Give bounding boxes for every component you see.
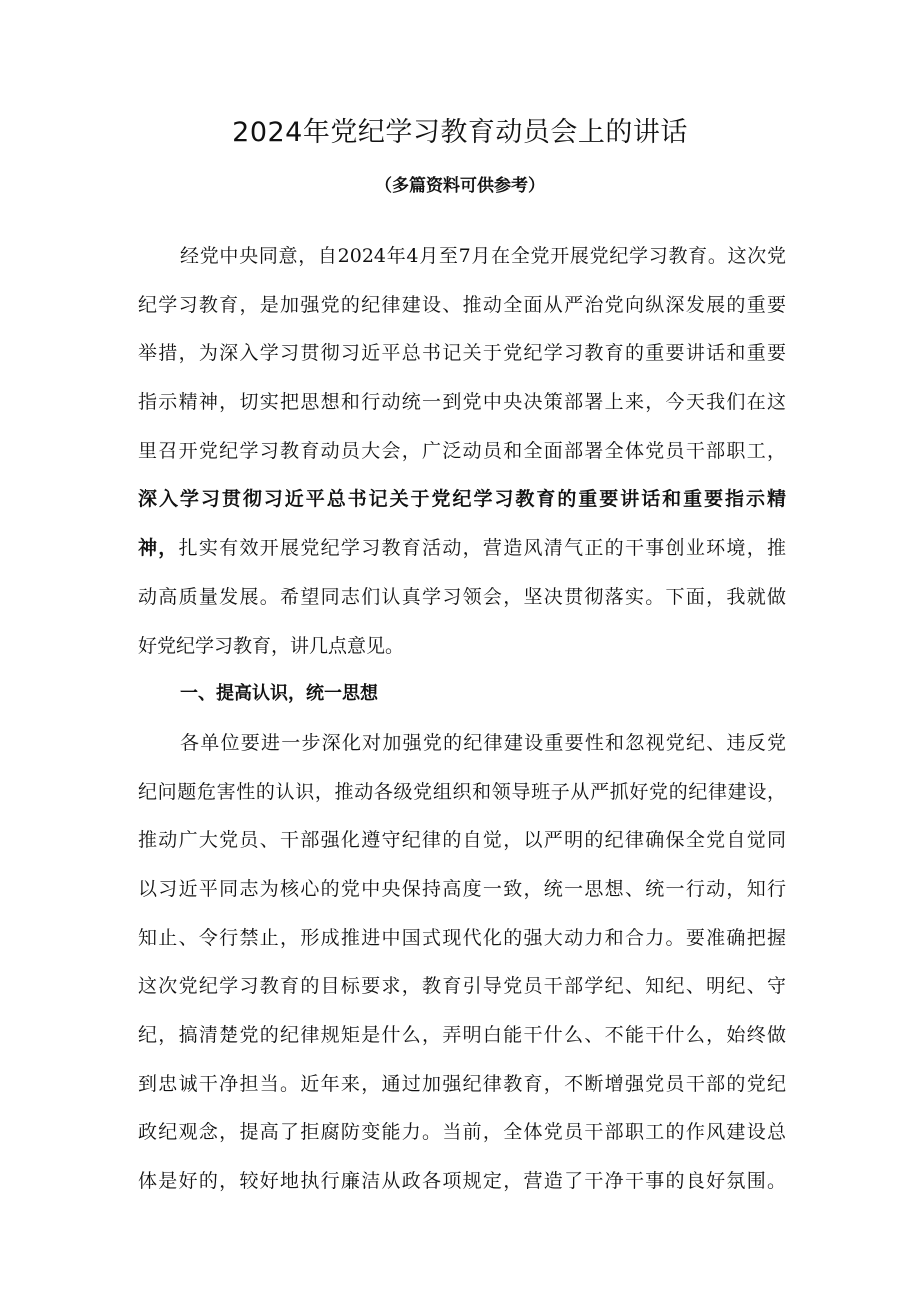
paragraph-line-bold: 深入学习贯彻习近平总书记关于党纪学习教育的重要讲话和重要指示精: [138, 488, 786, 511]
paragraph-line: 以习近平同志为核心的党中央保持高度一致，统一思想、统一行动，知行: [138, 877, 786, 900]
paragraph-line: 动高质量发展。希望同志们认真学习领会，坚决贯彻落实。下面，我就做: [138, 585, 786, 608]
paragraph-line: 举措，为深入学习贯彻习近平总书记关于党纪学习教育的重要讲话和重要: [138, 342, 786, 365]
paragraph-line: 经党中央同意，自2024年4月至7月在全党开展党纪学习教育。这次党: [180, 245, 786, 267]
paragraph-line: 纪学习教育，是加强党的纪律建设、推动全面从严治党向纵深发展的重要: [138, 293, 786, 316]
document-subtitle: （多篇资料可供参考）: [375, 176, 545, 196]
paragraph-line: 纪，搞清楚党的纪律规矩是什么，弄明白能干什么、不能干什么，始终做: [138, 1024, 786, 1046]
paragraph-line: 这次党纪学习教育的目标要求，教育引导党员干部学纪、知纪、明纪、守: [138, 975, 786, 998]
regular-text: 扎实有效开展党纪学习教育活动，营造风清气正的干事创业环境，推: [178, 537, 786, 560]
section-heading: 一、提高认识，统一思想: [180, 683, 378, 705]
paragraph-line: 里召开党纪学习教育动员大会，广泛动员和全面部署全体党员干部职工，: [138, 439, 786, 462]
paragraph-line-mixed: [138, 524, 786, 573]
paragraph-line: 政纪观念，提高了拒腐防变能力。当前，全体党员干部职工的作风建设总: [138, 1121, 786, 1144]
paragraph-line: 体是好的，较好地执行廉洁从政各项规定，营造了干净干事的良好氛围。: [138, 1170, 786, 1193]
paragraph-line: 知止、令行禁止，形成推进中国式现代化的强大动力和合力。要准确把握: [138, 926, 786, 949]
paragraph-line: 好党纪学习教育，讲几点意见。: [138, 634, 405, 657]
paragraph-line: 指示精神，切实把思想和行动统一到党中央决策部署上来，今天我们在这: [138, 391, 786, 414]
paragraph-line: 到忠诚干净担当。近年来，通过加强纪律教育，不断增强党员干部的党纪: [138, 1072, 786, 1095]
document-body: [138, 232, 786, 1206]
bold-text: 神，: [138, 537, 179, 560]
paragraph-line: 纪问题危害性的认识，推动各级党组织和领导班子从严抓好党的纪律建设，: [138, 780, 786, 803]
document-title: 2024年党纪学习教育动员会上的讲话: [232, 117, 688, 148]
paragraph-line: 推动广大党员、干部强化遵守纪律的自觉，以严明的纪律确保全党自觉同: [138, 829, 786, 852]
paragraph-line: 各单位要进一步深化对加强党的纪律建设重要性和忽视党纪、违反党: [180, 731, 786, 754]
